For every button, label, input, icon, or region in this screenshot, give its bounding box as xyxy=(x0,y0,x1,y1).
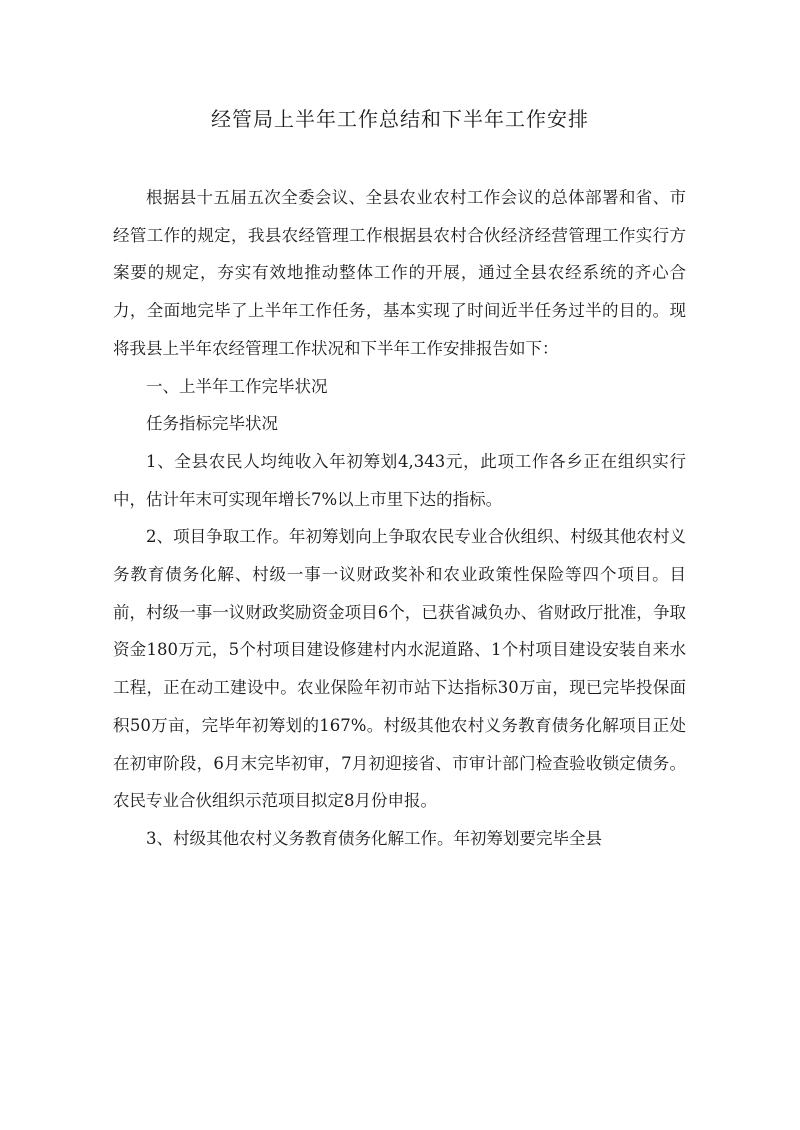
document-body xyxy=(113,179,686,858)
paragraph-item-3: 3、村级其他农村义务教育债务化解工作。年初筹划要完毕全县 xyxy=(146,828,602,848)
paragraph-intro: 根据县十五届五次全委会议、全县农业农村工作会议的总体部署和省、市经管工作的规定，我县农经管理工作根据县农村合伙经济经营管理工作实行方案要的规定，夯实有效地推动整体工作的开展，通过全县农经系统的齐心合力，全面地完毕了上半年工作任务，基本实现了时间近半任务过半的目的。现将我县上半年农经管理工作状况和下半年工作安排报告如下： xyxy=(113,188,686,358)
paragraph-item-1: 1、全县农民人均纯收入年初筹划4,343元，此项工作各乡正在组织实行中，估计年末可实现年增长7%以上市里下达的指标。 xyxy=(113,451,686,509)
paragraph-item-2: 2、项目争取工作。年初筹划向上争取农民专业合伙组织、村级其他农村义务教育债务化解、村级一事一议财政奖补和农业政策性保险等四个项目。目前，村级一事一议财政奖励资金项目6个，已获省减负办、省财政厅批准，争取资金180万元，5个村项目建设修建村内水泥道路、1个村项目建设安装自来水工程，正在动工建设中。农业保险年初市站下达指标30万亩，现已完毕投保面积50万亩，完毕年初筹划的167%。村级其他农村义务教育债务化解项目正处在初审阶段，6月末完毕初审，7月初迎接省、市审计部门检查验收锁定债务。农民专业合伙组织示范项目拟定8月份申报。 xyxy=(113,527,686,811)
section-heading: 一、上半年工作完毕状况 xyxy=(146,376,328,396)
subsection-heading: 任务指标完毕状况 xyxy=(146,414,278,434)
document-title: 经管局上半年工作总结和下半年工作安排 xyxy=(211,107,589,131)
